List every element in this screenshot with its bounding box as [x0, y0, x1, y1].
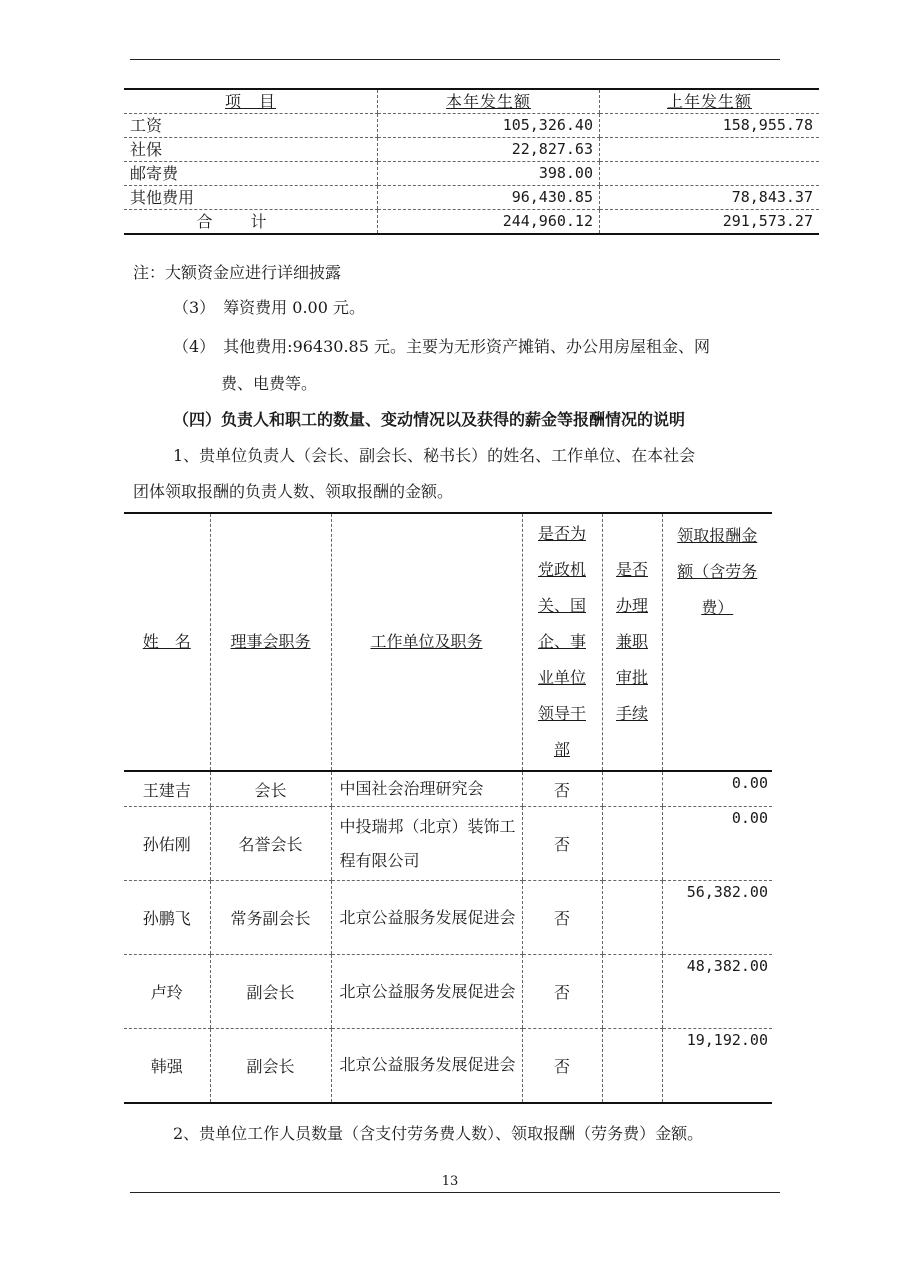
expense-item: 社保 [124, 138, 378, 162]
expense-previous: 78,843.37 [600, 186, 820, 210]
header-item: 项 目 [224, 92, 276, 111]
leader-is-official: 否 [522, 881, 602, 955]
leader-amount: 0.00 [662, 771, 772, 807]
leader-is-official: 否 [522, 771, 602, 807]
leader-name: 孙鹏飞 [124, 881, 210, 955]
expense-current: 22,827.63 [378, 138, 600, 162]
leader-approval [602, 955, 662, 1029]
expense-item: 其他费用 [124, 186, 378, 210]
leader-name: 王建吉 [124, 771, 210, 807]
leader-row [124, 1029, 772, 1103]
note-text: 注：大额资金应进行详细披露 [133, 263, 342, 282]
leader-table-body [124, 771, 772, 1103]
leader-approval [602, 771, 662, 807]
leader-amount: 56,382.00 [662, 881, 772, 955]
expense-current: 398.00 [378, 162, 600, 186]
leader-is-official: 否 [522, 955, 602, 1029]
expense-row [124, 114, 819, 138]
expense-previous: 158,955.78 [600, 114, 820, 138]
header-rule [130, 59, 780, 60]
header-is-leader: 是否为党政机关、国企、事业单位领导干部 [537, 524, 586, 759]
leader-position: 副会长 [210, 955, 331, 1029]
expense-item: 工资 [124, 114, 378, 138]
leader-table-header [124, 513, 772, 771]
leader-position: 会长 [210, 771, 331, 807]
expense-row [124, 186, 819, 210]
leader-unit: 中投瑞邦（北京）装饰工程有限公司 [331, 807, 522, 881]
leader-name: 孙佑刚 [124, 807, 210, 881]
expense-table-body [124, 114, 819, 210]
leader-amount: 19,192.00 [662, 1029, 772, 1103]
expense-current: 96,430.85 [378, 186, 600, 210]
leader-is-official: 否 [522, 1029, 602, 1103]
section-title: （四）负责人和职工的数量、变动情况以及获得的薪金等报酬情况的说明 [173, 410, 686, 429]
total-previous: 291,573.27 [600, 210, 820, 235]
leader-amount: 0.00 [662, 807, 772, 881]
leader-name: 卢玲 [124, 955, 210, 1029]
item-4-text-line1: （4） 其他费用:96430.85 元。主要为无形资产摊销、办公用房屋租金、网 [173, 337, 711, 356]
total-current: 244,960.12 [378, 210, 600, 235]
item-4-text-line2: 费、电费等。 [221, 374, 318, 393]
header-approval: 是否办理兼职审批手续 [615, 560, 648, 723]
leader-position: 常务副会长 [210, 881, 331, 955]
leader-approval [602, 1029, 662, 1103]
header-name: 姓 名 [142, 632, 191, 651]
header-position: 理事会职务 [230, 632, 311, 651]
footer-rule [130, 1192, 780, 1193]
expense-table [124, 88, 819, 235]
para1-line1: 1、贵单位负责人（会长、副会长、秘书长）的姓名、工作单位、在本社会 [173, 446, 696, 465]
leader-table [124, 512, 772, 1104]
leader-is-official: 否 [522, 807, 602, 881]
leader-unit: 北京公益服务发展促进会 [331, 881, 522, 955]
expense-row [124, 138, 819, 162]
expense-row [124, 162, 819, 186]
para2-text: 2、贵单位工作人员数量（含支付劳务费人数）、领取报酬（劳务费）金额。 [173, 1124, 704, 1143]
leader-name: 韩强 [124, 1029, 210, 1103]
total-label: 合计 [124, 210, 378, 235]
leader-unit: 中国社会治理研究会 [331, 771, 522, 807]
leader-amount: 48,382.00 [662, 955, 772, 1029]
header-current-year: 本年发生额 [445, 92, 531, 111]
leader-approval [602, 881, 662, 955]
expense-current: 105,326.40 [378, 114, 600, 138]
expense-total-row [124, 210, 819, 235]
header-unit: 工作单位及职务 [370, 632, 483, 651]
leader-unit: 北京公益服务发展促进会 [331, 955, 522, 1029]
leader-row [124, 881, 772, 955]
header-previous-year: 上年发生额 [666, 92, 752, 111]
header-amount: 领取报酬金额（含劳务费） [677, 526, 758, 617]
para1-line2: 团体领取报酬的负责人数、领取报酬的金额。 [133, 482, 454, 501]
expense-previous [600, 162, 820, 186]
leader-position: 名誉会长 [210, 807, 331, 881]
leader-approval [602, 807, 662, 881]
leader-row [124, 955, 772, 1029]
page-number: 13 [441, 1174, 459, 1189]
expense-previous [600, 138, 820, 162]
expense-table-header [124, 89, 819, 114]
leader-unit: 北京公益服务发展促进会 [331, 1029, 522, 1103]
leader-position: 副会长 [210, 1029, 331, 1103]
item-3-text: （3） 筹资费用 0.00 元。 [173, 298, 365, 317]
leader-row [124, 771, 772, 807]
expense-item: 邮寄费 [124, 162, 378, 186]
leader-row [124, 807, 772, 881]
